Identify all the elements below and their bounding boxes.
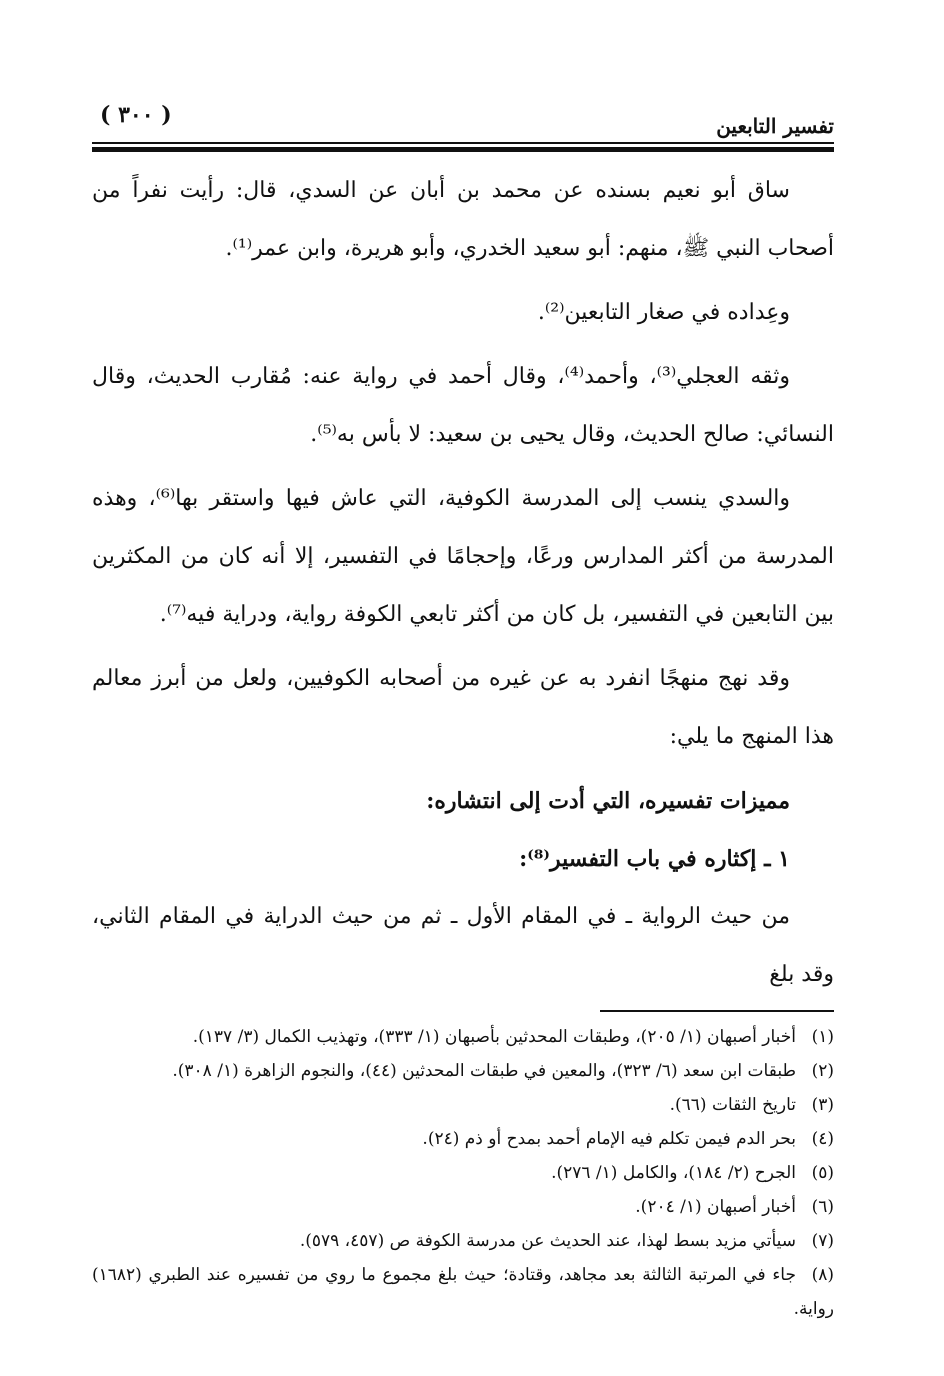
paragraph: وعِداده في صغار التابعين⁽²⁾. [537, 300, 790, 325]
footnote-number: (٨) [811, 1265, 834, 1285]
footnote [92, 1224, 834, 1258]
footnote-number: (٢) [811, 1061, 834, 1081]
paragraph: والسدي ينسب إلى المدرسة الكوفية، التي عاش فيها واستقر بها⁽⁶⁾، وهذه المدرسة من أكثر المدارس ورعًا، وإحجامًا في التفسير، إلا أنه كان من المكثرين بين التابعين في التفسير، بل كان من أكثر تابعي الكوفة رواية، ودراية فيه⁽⁷⁾. [92, 486, 834, 627]
footnote [92, 1156, 834, 1190]
paragraph: ساق أبو نعيم بسنده عن محمد بن أبان عن السدي، قال: رأيت نفراً من أصحاب النبي ﷺ، منهم: أبو سعيد الخدري، وأبو هريرة، وابن عمر⁽¹⁾. [92, 178, 834, 261]
footnote-number: (٥) [811, 1163, 834, 1183]
running-header [92, 100, 834, 142]
page-number: ( ٣٠٠ ) [100, 102, 172, 128]
footnote-number: (٣) [811, 1095, 834, 1115]
footnote-number: (٧) [811, 1231, 834, 1251]
footnote-text: بحر الدم فيمن تكلم فيه الإمام أحمد بمدح أو ذم (٢٤). [422, 1129, 796, 1149]
sub-heading: ١ ـ إكثاره في باب التفسير⁽⁸⁾: [519, 846, 790, 872]
footnote [92, 1122, 834, 1156]
header-rule-thin [92, 142, 834, 144]
main-text [92, 162, 834, 1004]
footnote-number: (١) [811, 1027, 834, 1047]
footnote-text: تاريخ الثقات (٦٦). [669, 1095, 796, 1115]
footnotes [92, 1020, 834, 1326]
section-heading: مميزات تفسيره، التي أدت إلى انتشاره: [426, 788, 790, 814]
footnote-text: الجرح (٢/ ١٨٤)، والكامل (١/ ٢٧٦). [551, 1163, 796, 1183]
footnote-number: (٤) [811, 1129, 834, 1149]
book-page [92, 100, 834, 1326]
header-rule-thick [92, 147, 834, 152]
book-title: تفسير التابعين [716, 114, 834, 138]
footnote-text: أخبار أصبهان (١/ ٢٠٤). [635, 1197, 796, 1217]
footnote-number: (٦) [811, 1197, 834, 1217]
footnote [92, 1258, 834, 1326]
paragraph: وثقه العجلي⁽³⁾، وأحمد⁽⁴⁾، وقال أحمد في رواية عنه: مُقارب الحديث، وقال النسائي: صالح الحديث، وقال يحيى بن سعيد: لا بأس به⁽⁵⁾. [92, 364, 834, 447]
paragraph: من حيث الرواية ـ في المقام الأول ـ ثم من حيث الدراية في المقام الثاني، وقد بلغ [92, 904, 834, 987]
footnote-text: أخبار أصبهان (١/ ٢٠٥)، وطبقات المحدثين بأصبهان (١/ ٣٣٣)، وتهذيب الكمال (٣/ ١٣٧). [192, 1027, 796, 1047]
footnote-text: جاء في المرتبة الثالثة بعد مجاهد، وقتادة؛ حيث بلغ مجموع ما روي من تفسيره عند الطبري (١٦٨٢) رواية. [92, 1265, 834, 1319]
footnote-text: طبقات ابن سعد (٦/ ٣٢٣)، والمعين في طبقات المحدثين (٤٤)، والنجوم الزاهرة (١/ ٣٠٨). [172, 1061, 796, 1081]
paragraph: وقد نهج منهجًا انفرد به عن غيره من أصحابه الكوفيين، ولعل من أبرز معالم هذا المنهج ما يلي: [92, 666, 834, 749]
footnote [92, 1020, 834, 1054]
footnote [92, 1088, 834, 1122]
footnote-text: سيأتي مزيد بسط لهذا، عند الحديث عن مدرسة الكوفة ص (٤٥٧، ٥٧٩). [299, 1231, 796, 1251]
footnote-separator [600, 1010, 834, 1012]
footnote [92, 1190, 834, 1224]
footnote [92, 1054, 834, 1088]
